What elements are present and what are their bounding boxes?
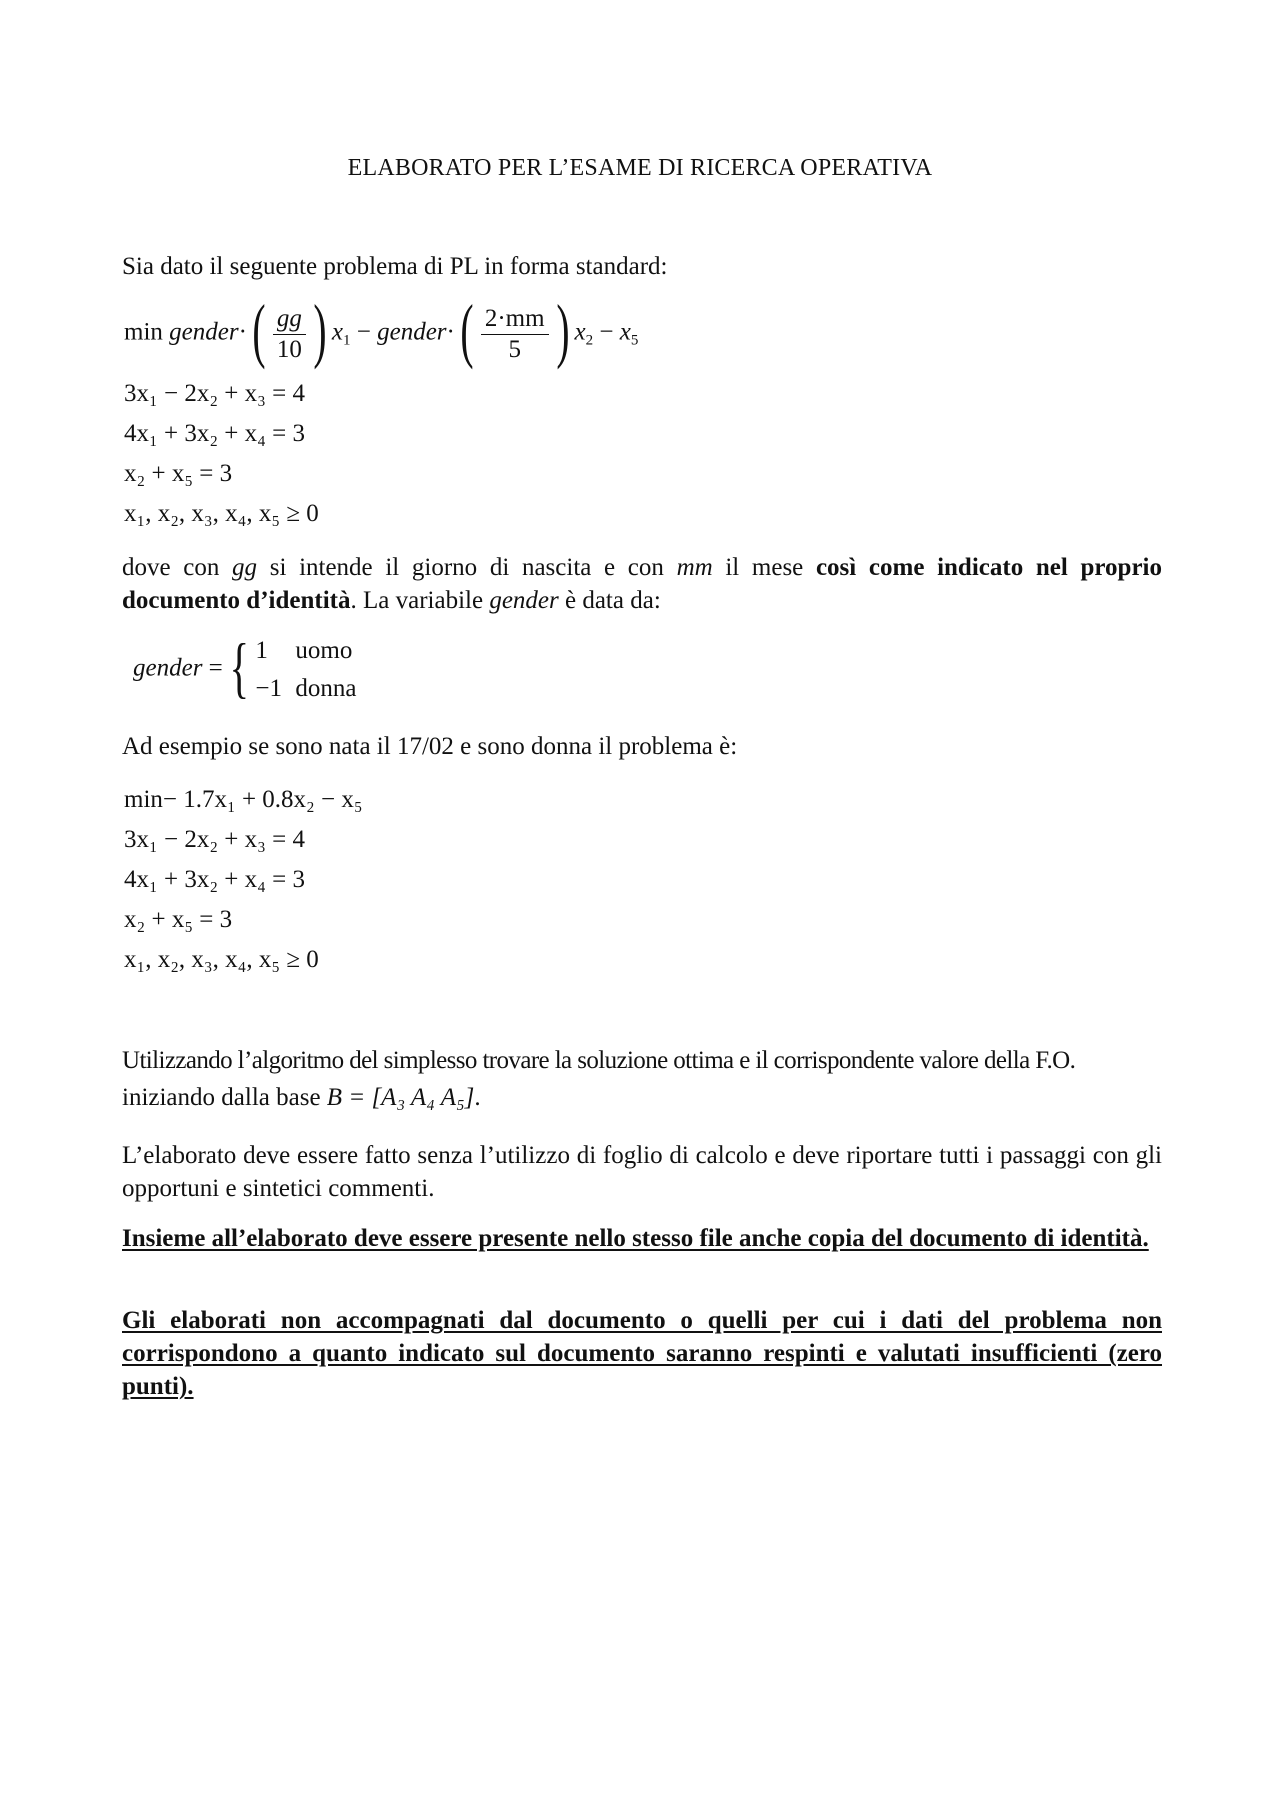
constraint-2: 4x₁ + 3x₂ + x₄ = 3 [124,420,305,447]
description-paragraph: dove con gg si intende il giorno di nascita e con mm il mese così come indicato nel proprio documento d’identità. La variabile gender è data da: [122,554,1162,614]
note-paragraph: L’elaborato deve essere fatto senza l’utilizzo di foglio di calcolo e deve riportare tutti i passaggi con gli opportuni e sintetici commenti. [122,1142,1162,1202]
intro-text: Sia dato il seguente problema di PL in forma standard: [122,253,668,280]
constraint-1: 3x₁ − 2x₂ + x₃ = 4 [124,380,305,407]
example-intro: Ad esempio se sono nata il 17/02 e sono donna il problema è: [122,733,738,760]
task-line-1: Utilizzando l’algoritmo del simplesso trovare la soluzione ottima e il corrispondente valore della F.O. [122,1047,1076,1074]
warning-identity: Insieme all’elaborato deve essere presente nello stesso file anche copia del documento di identità. [122,1225,1149,1252]
example-objective: min− 1.7x₁ + 0.8x₂ − x₅ [124,786,363,813]
warning-rejection: Gli elaborati non accompagnati dal documento o quelli per cui i dati del problema non corrispondono a quanto indicato sul documento saranno respinti e valutati insufficienti (zero punti). [122,1307,1162,1400]
example-constraint-1: 3x₁ − 2x₂ + x₃ = 4 [124,826,305,853]
example-constraint-2: 4x₁ + 3x₂ + x₄ = 3 [124,866,305,893]
example-constraint-3: x₂ + x₅ = 3 [124,906,233,933]
basis-expression: B = [A₃ A₄ A₅] [326,1084,475,1111]
fraction-2mm-5: $\frac{2\cdot mm}{5}$ [481,305,549,363]
task-line-2: iniziando dalla base B = [A₃ A₄ A₅]. [122,1084,481,1111]
fraction-gg-10: $\frac{gg}{10}$ [273,305,306,363]
example-nonnegativity: x₁, x₂, x₃, x₄, x₅ ≥ 0 [124,946,319,973]
nonnegativity: x₁, x₂, x₃, x₄, x₅ ≥ 0 [124,500,319,527]
gender-definition: gender ={ 1 uomo −1 donna [133,629,357,705]
constraint-3: x₂ + x₅ = 3 [124,460,233,487]
objective-function: min gender·( $\frac{gg}{10}$ ) $x_1$ − gender·( $\frac{2\cdot mm}{5}$ ) $x_2 - x_5$ [124,290,639,370]
page-title: ELABORATO PER L’ESAME DI RICERCA OPERATIVA [347,155,933,181]
